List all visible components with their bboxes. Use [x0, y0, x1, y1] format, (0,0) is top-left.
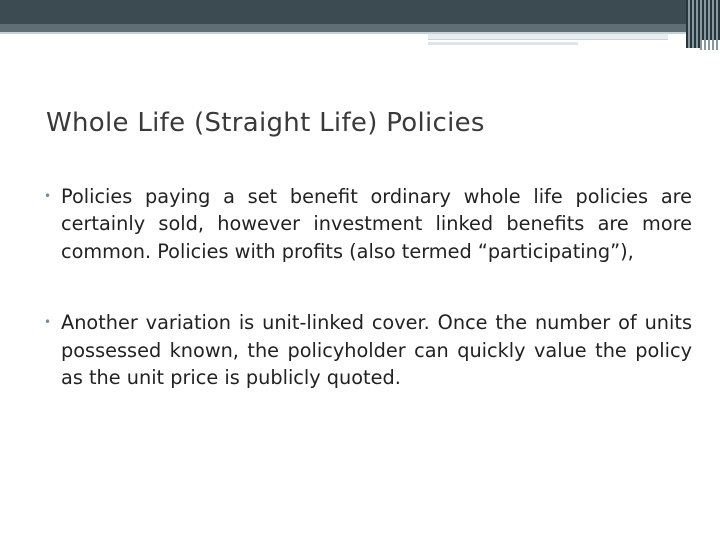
- bullet-item-1: [44, 183, 692, 265]
- bullet-text: Another variation is unit-linked cover. Once the number of units possessed known, the policyholder can quickly value the policy as the unit price is publicly quoted.: [61, 311, 692, 389]
- bullet-list: [44, 183, 692, 391]
- bullet-marker-icon: •: [44, 189, 52, 203]
- header-tab-accent-small: [428, 42, 578, 45]
- header-band: [0, 0, 720, 24]
- header-band-secondary: [0, 24, 700, 32]
- slide-title: Whole Life (Straight Life) Policies: [46, 108, 485, 138]
- header-tab-accent: [428, 34, 668, 40]
- bullet-text: Policies paying a set benefit ordinary whole life policies are certainly sold, however investment linked benefits are more common. Policies with profits (also termed “participating”),: [61, 185, 692, 263]
- bullet-item-2: [44, 309, 692, 391]
- bullet-marker-icon: •: [44, 315, 52, 330]
- header-stripes-fade: [700, 40, 720, 50]
